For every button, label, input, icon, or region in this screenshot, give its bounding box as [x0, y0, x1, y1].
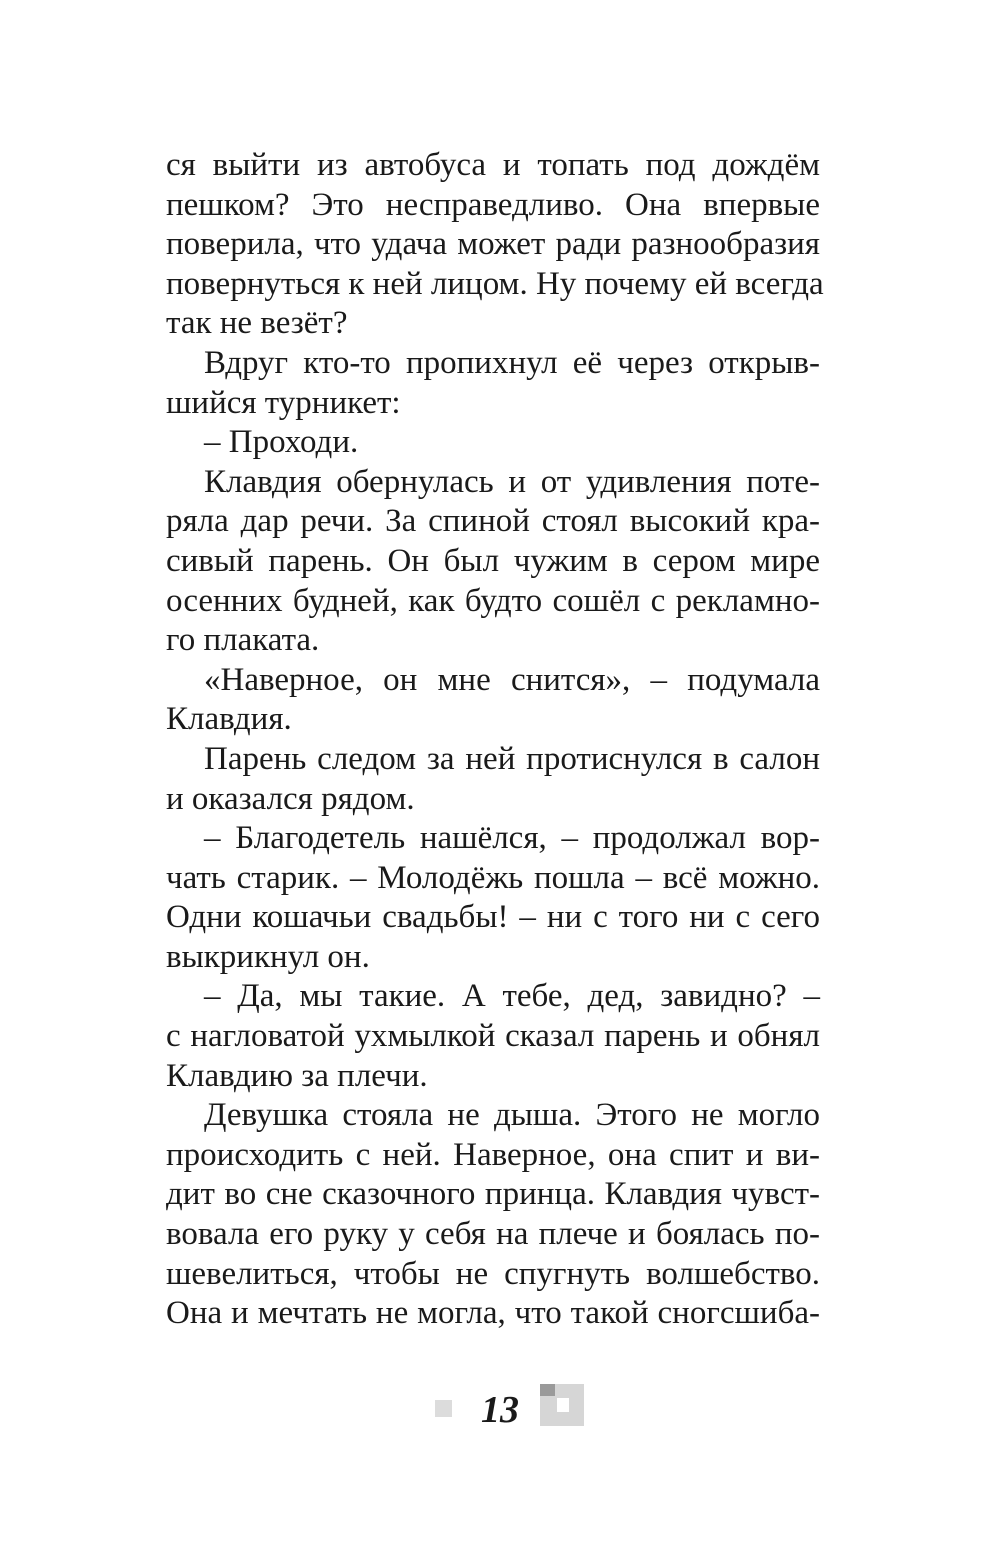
decorative-corner-icon	[540, 1384, 555, 1396]
text-line: с нагловатой ухмылкой сказал парень и обнял	[166, 1018, 820, 1055]
text-line: – Проходи.	[204, 424, 359, 461]
text-line: Клавдию за плечи.	[166, 1057, 428, 1094]
decorative-inner-square-icon	[557, 1398, 569, 1412]
text-line: – Благодетель нашёлся, – продолжал вор-	[204, 820, 820, 857]
text-line: го плаката.	[166, 622, 320, 659]
text-line: «Наверное, он мне снится», – подумала	[204, 661, 820, 698]
text-line: Парень следом за ней протиснулся в салон	[204, 740, 820, 777]
text-line: так не везёт?	[166, 305, 348, 342]
text-line: – Да, мы такие. А тебе, дед, завидно? –	[204, 978, 820, 1015]
body-text	[166, 146, 824, 1334]
text-line: вовала его руку у себя на плече и боялась по-	[166, 1216, 820, 1253]
text-line: сивый парень. Он был чужим в сером мире	[166, 542, 820, 579]
text-line: Клавдия.	[166, 701, 292, 738]
text-line: чать старик. – Молодёжь пошла – всё можно.	[166, 859, 820, 896]
text-line: дит во сне сказочного принца. Клавдия чувст-	[166, 1176, 820, 1213]
text-line: Клавдия обернулась и от удивления поте-	[204, 463, 820, 500]
text-line: Девушка стояла не дыша. Этого не могло	[204, 1097, 820, 1134]
text-line: шевелиться, чтобы не спугнуть волшебство.	[166, 1255, 820, 1292]
decorative-square-icon	[435, 1400, 452, 1417]
page-number: 13	[481, 1389, 519, 1431]
text-line: осенних будней, как будто сошёл с рекламно-	[166, 582, 820, 619]
text-line: и оказался рядом.	[166, 780, 415, 817]
text-line: поверила, что удача может ради разнообразия	[166, 226, 820, 263]
text-line: ряла дар речи. За спиной стоял высокий кра-	[166, 503, 820, 540]
text-line: происходить с ней. Наверное, она спит и ви-	[166, 1136, 820, 1173]
text-line: Одни кошачьи свадьбы! – ни с того ни с сего	[166, 899, 820, 936]
text-line: Вдруг кто-то пропихнул её через открыв-	[204, 344, 820, 381]
text-line: Она и мечтать не могла, что такой сногсшиба-	[166, 1295, 820, 1332]
text-line: повернуться к ней лицом. Ну почему ей всегда	[166, 265, 824, 302]
page-footer	[0, 1380, 1000, 1440]
text-line: шийся турникет:	[166, 384, 401, 421]
text-line: ся выйти из автобуса и топать под дождём	[166, 147, 820, 183]
text-line: пешком? Это несправедливо. Она впервые	[166, 186, 820, 223]
text-line: выкрикнул он.	[166, 938, 370, 975]
